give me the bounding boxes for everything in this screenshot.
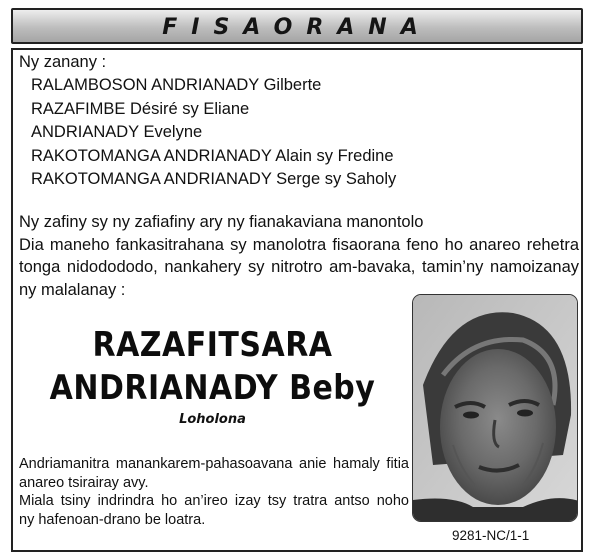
blessing-line: Miala tsiny indrindra ho an’ireo izay tsy tratra antso noho bbox=[19, 493, 409, 509]
blessing-paragraph bbox=[19, 455, 409, 529]
blessing-line: anareo tsirairay avy. bbox=[19, 474, 149, 491]
title-banner bbox=[11, 8, 583, 44]
thanks-line: tonga nidodododo, nankahery sy nitrotro am-bavaka, tamin’ny namoizanay bbox=[19, 258, 579, 276]
thanks-paragraph bbox=[19, 211, 579, 301]
portrait-image bbox=[413, 295, 578, 522]
deceased-role: Loholona bbox=[179, 412, 246, 427]
children-list bbox=[31, 74, 396, 192]
reference-code: 9281-NC/1-1 bbox=[452, 528, 530, 543]
deceased-name-line2: ANDRIANADY Beby bbox=[49, 368, 376, 409]
blessing-line: Andriamanitra manankarem-pahasoavana anie hamaly fitia bbox=[19, 456, 409, 472]
family-line: Ny zafiny sy ny zafiafiny ary ny fianakaviana manontolo bbox=[19, 213, 424, 231]
deceased-name-line1: RAZAFITSARA bbox=[92, 325, 333, 366]
thanks-line: ny malalanay : bbox=[19, 280, 126, 299]
portrait-photo bbox=[412, 294, 578, 522]
list-item: RALAMBOSON ANDRIANADY Gilberte bbox=[31, 76, 322, 94]
blessing-line: ny hafenoan-drano be loatra. bbox=[19, 511, 206, 528]
page-title: FISAORANA bbox=[162, 15, 432, 40]
thanks-line: Dia maneho fankasitrahana sy manolotra fisaorana feno ho anareo rehetra bbox=[19, 235, 579, 254]
list-item: RAKOTOMANGA ANDRIANADY Alain sy Fredine bbox=[31, 146, 394, 165]
list-item: RAKOTOMANGA ANDRIANADY Serge sy Saholy bbox=[31, 170, 397, 188]
list-item: ANDRIANADY Evelyne bbox=[31, 123, 203, 141]
list-item: RAZAFIMBE Désiré sy Eliane bbox=[31, 99, 250, 118]
intro-text: Ny zanany : bbox=[19, 53, 107, 71]
